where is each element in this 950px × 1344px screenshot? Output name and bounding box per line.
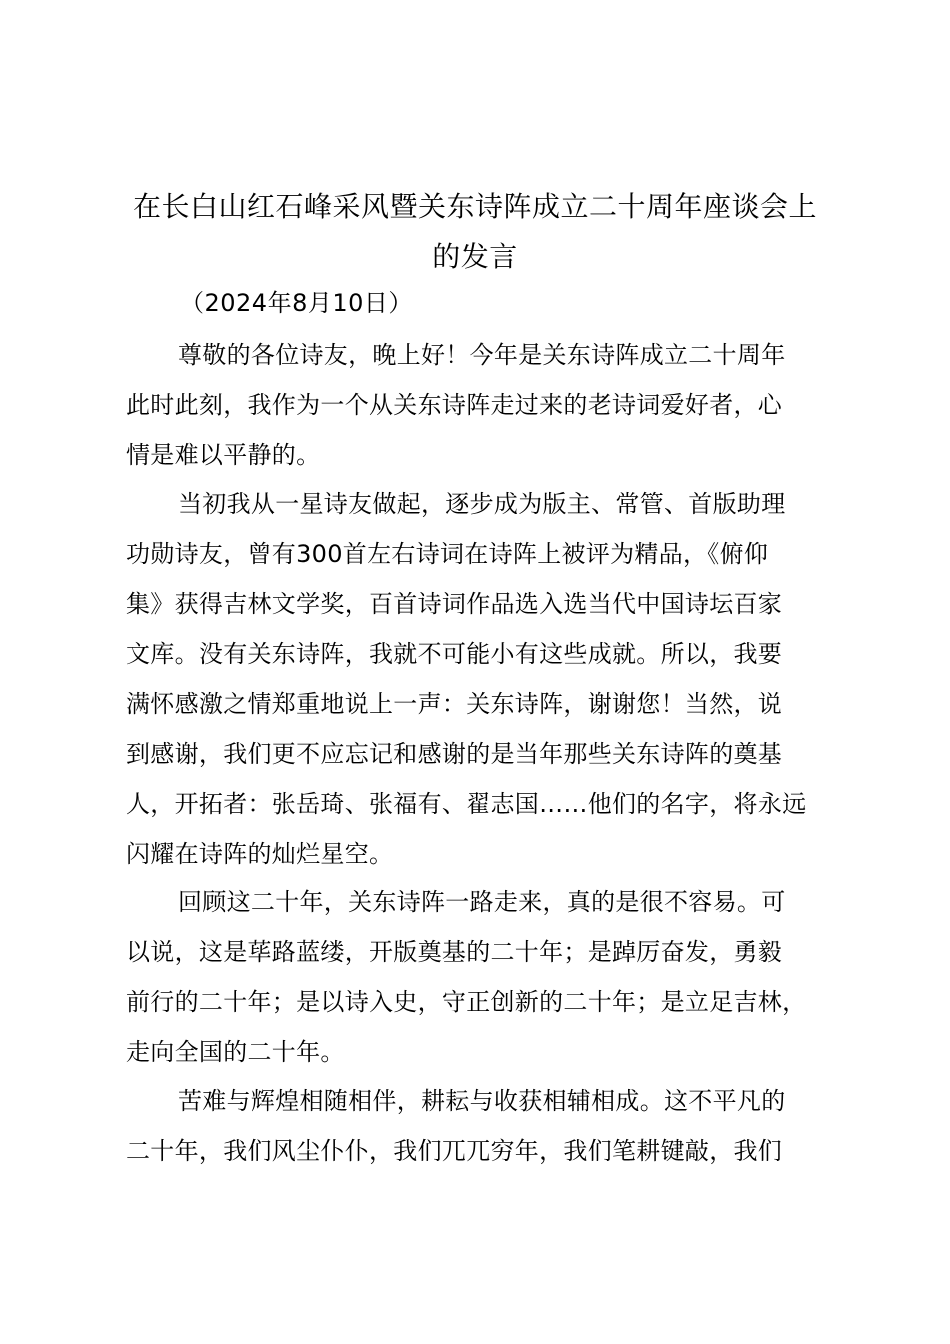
paragraph-line: 走向全国的二十年。 (126, 1038, 345, 1066)
paragraph-line: 功勋诗友，曾有300首左右诗词在诗阵上被评为精品，《俯仰 (126, 540, 769, 568)
paragraph-line: 苦难与辉煌相随相伴，耕耘与收获相辅相成。这不平凡的 (178, 1087, 786, 1115)
paragraph-line: 人，开拓者：张岳琦、张福有、翟志国……他们的名字，将永远 (126, 790, 807, 818)
paragraph-1 (126, 330, 836, 480)
paragraph-3 (126, 877, 836, 1077)
title-line-1: 在长白山红石峰采风暨关东诗阵成立二十周年座谈会上 (132, 190, 817, 223)
paragraph-line: 此时此刻，我作为一个从关东诗阵走过来的老诗词爱好者，心 (126, 391, 783, 419)
paragraph-2 (126, 479, 836, 879)
paragraph-line: 文库。没有关东诗阵，我就不可能小有这些成就。所以，我要 (126, 640, 783, 668)
paragraph-line: 满怀感激之情郑重地说上一声：关东诗阵，谢谢您！当然，说 (126, 690, 783, 718)
paragraph-line: 当初我从一星诗友做起，逐步成为版主、常管、首版助理 (178, 490, 786, 518)
paragraph-line: 集》获得吉林文学奖，百首诗词作品选入选当代中国诗坛百家 (126, 590, 783, 618)
paragraph-line: 闪耀在诗阵的灿烂星空。 (126, 840, 394, 868)
paragraph-4 (126, 1076, 836, 1176)
paragraph-line: 回顾这二十年，关东诗阵一路走来，真的是很不容易。可 (178, 888, 786, 916)
document-title (110, 182, 840, 282)
paragraph-line: 情是难以平静的。 (126, 441, 321, 469)
paragraph-line: 前行的二十年；是以诗入史，守正创新的二十年；是立足吉林， (126, 988, 807, 1016)
paragraph-line: 到感谢，我们更不应忘记和感谢的是当年那些关东诗阵的奠基 (126, 740, 783, 768)
paragraph-line: 尊敬的各位诗友，晚上好！今年是关东诗阵成立二十周年 (178, 341, 786, 369)
document-date: （2024年8月10日） (180, 289, 413, 317)
title-line-2: 的发言 (432, 240, 518, 273)
paragraph-line: 二十年，我们风尘仆仆，我们兀兀穷年，我们笔耕键敲，我们 (126, 1137, 783, 1165)
paragraph-line: 以说，这是荜路蓝缕，开版奠基的二十年；是踔厉奋发，勇毅 (126, 938, 783, 966)
